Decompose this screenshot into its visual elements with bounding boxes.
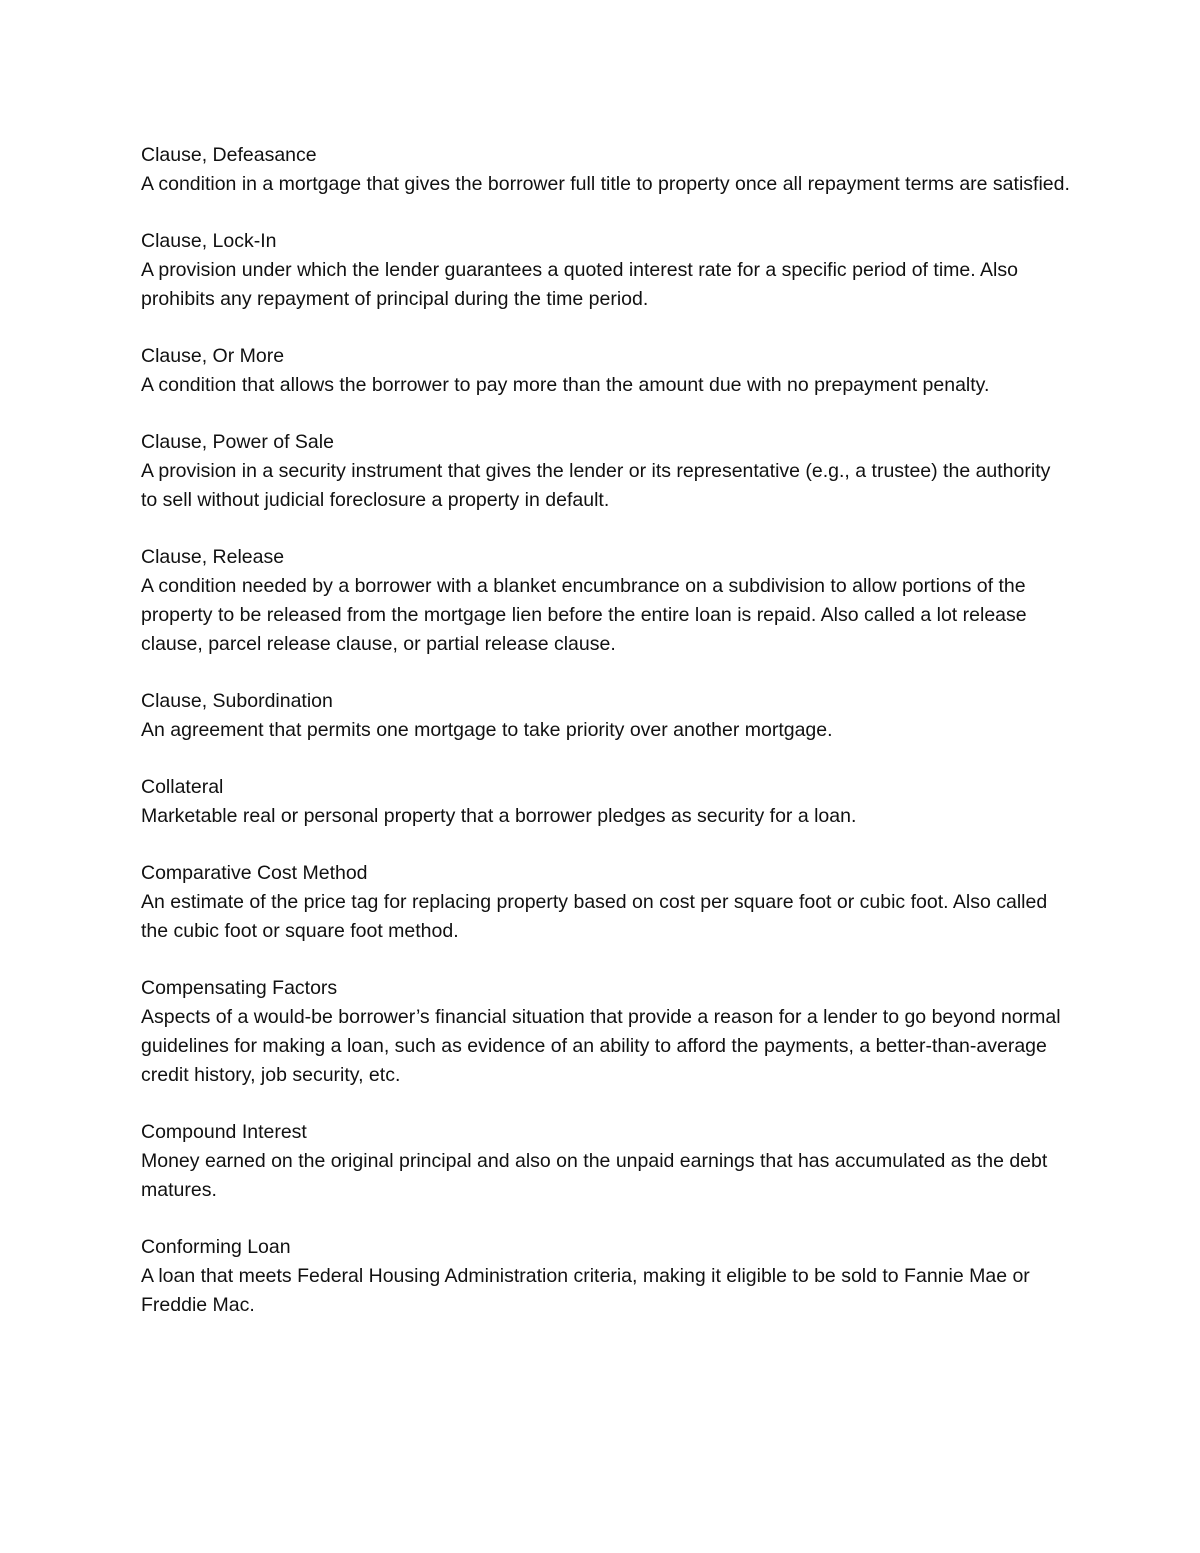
- glossary-term: Conforming Loan: [141, 1236, 291, 1258]
- glossary-entry: [141, 1118, 1071, 1205]
- glossary-term: Collateral: [141, 776, 224, 798]
- glossary-term: Clause, Defeasance: [141, 144, 317, 166]
- glossary-definition: A condition that allows the borrower to pay more than the amount due with no prepayment penalty.: [141, 374, 990, 396]
- glossary-definition: Money earned on the original principal and also on the unpaid earnings that has accumulated as the debt matures.: [141, 1150, 1048, 1201]
- glossary-entry: [141, 428, 1071, 515]
- glossary-term: Clause, Lock-In: [141, 230, 277, 252]
- glossary-definition: A loan that meets Federal Housing Administration criteria, making it eligible to be sold to Fannie Mae or Freddie Mac.: [141, 1265, 1030, 1316]
- glossary-definition: A provision in a security instrument that gives the lender or its representative (e.g., a trustee) the authority to sell without judicial foreclosure a property in default.: [141, 460, 1051, 511]
- glossary-term: Clause, Subordination: [141, 690, 333, 712]
- glossary-entry: [141, 687, 1071, 745]
- glossary-definition: An agreement that permits one mortgage to take priority over another mortgage.: [141, 719, 833, 741]
- glossary-entry: [141, 974, 1071, 1090]
- glossary-definition: Aspects of a would-be borrower’s financial situation that provide a reason for a lender to go beyond normal guidelines for making a loan, such as evidence of an ability to afford the payments, a better-than-average credit history, job security, etc.: [141, 1006, 1061, 1086]
- glossary-term: Clause, Or More: [141, 345, 285, 367]
- glossary-definition: An estimate of the price tag for replacing property based on cost per square foot or cubic foot. Also called the cubic foot or square foot method.: [141, 891, 1048, 942]
- glossary-term: Clause, Power of Sale: [141, 431, 334, 453]
- glossary-entry: [141, 773, 1071, 831]
- glossary-term: Compensating Factors: [141, 977, 338, 999]
- glossary-entry: [141, 543, 1071, 659]
- glossary-definition: A condition in a mortgage that gives the borrower full title to property once all repayment terms are satisfied.: [141, 173, 1070, 195]
- glossary-entry: [141, 859, 1071, 946]
- glossary-content: [141, 141, 1071, 1348]
- glossary-definition: A condition needed by a borrower with a blanket encumbrance on a subdivision to allow portions of the property to be released from the mortgage lien before the entire loan is repaid. Also called a lot release clause, parcel release clause, or partial release clause.: [141, 575, 1027, 655]
- glossary-entry: [141, 1233, 1071, 1320]
- glossary-term: Comparative Cost Method: [141, 862, 368, 884]
- glossary-definition: A provision under which the lender guarantees a quoted interest rate for a specific period of time. Also prohibits any repayment of principal during the time period.: [141, 259, 1018, 310]
- glossary-term: Compound Interest: [141, 1121, 307, 1143]
- glossary-definition: Marketable real or personal property that a borrower pledges as security for a loan.: [141, 805, 857, 827]
- glossary-entry: [141, 342, 1071, 400]
- glossary-entry: [141, 141, 1071, 199]
- glossary-term: Clause, Release: [141, 546, 285, 568]
- glossary-entry: [141, 227, 1071, 314]
